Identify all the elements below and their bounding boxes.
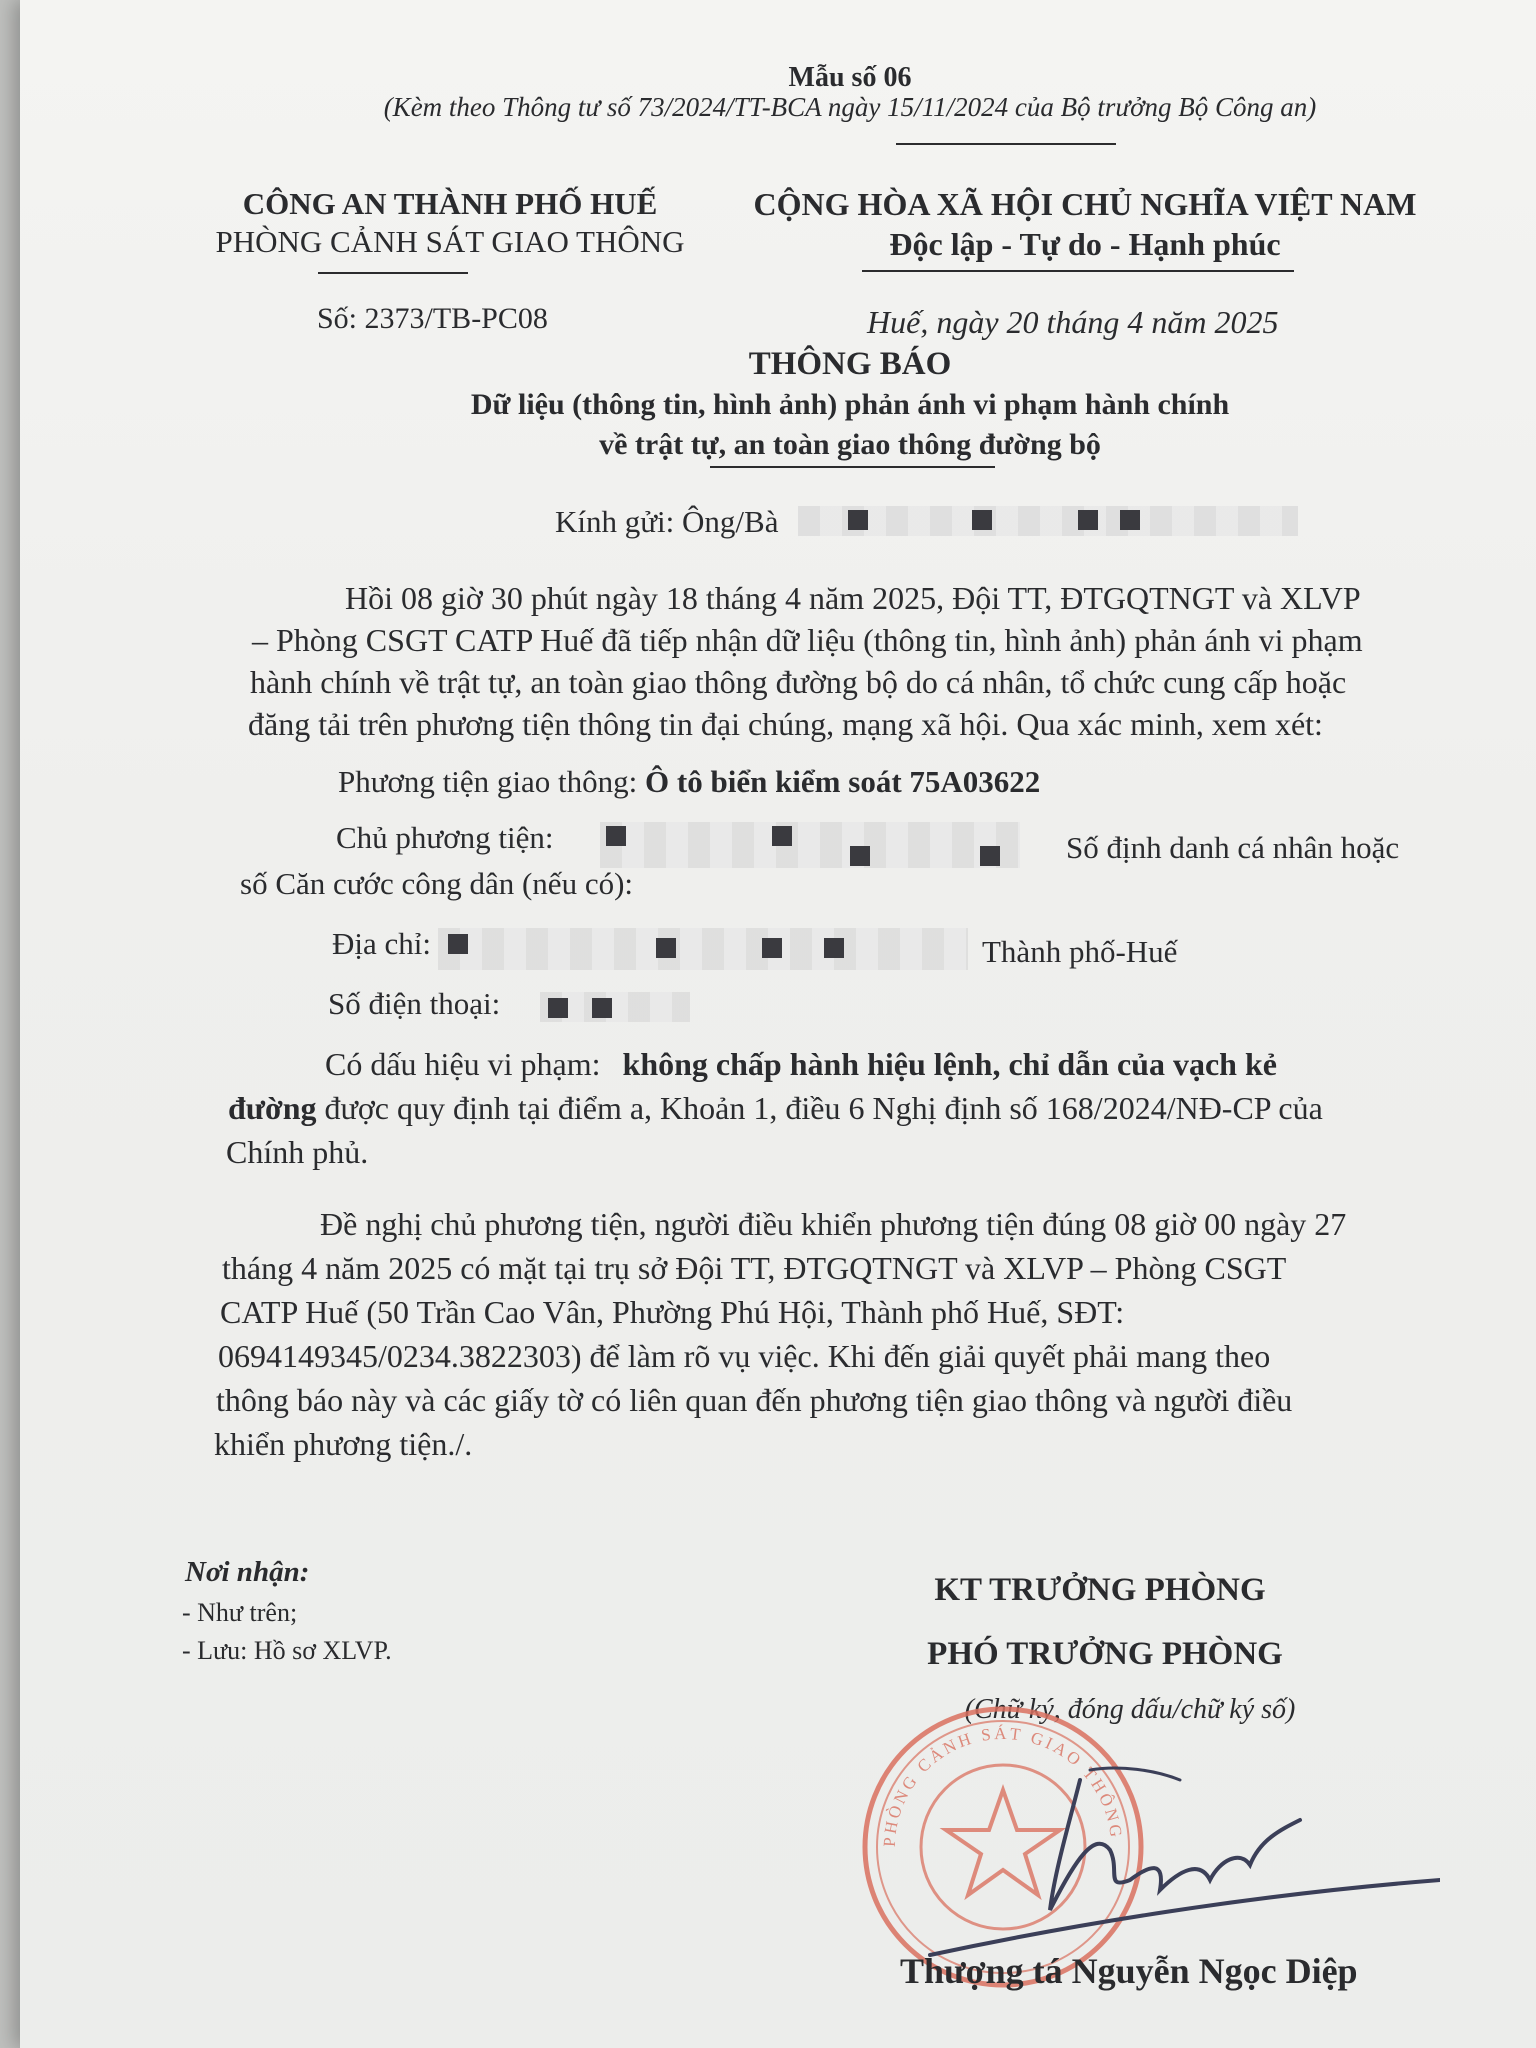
subtitle-line-2: về trật tự, an toàn giao thông đường bộ (599, 428, 1101, 461)
redaction-pixel (762, 938, 782, 958)
owner-id-label-2: số Căn cước công dân (nếu có): (240, 866, 634, 901)
violation-description-end: đường (228, 1090, 317, 1126)
recipients-title: Nơi nhận: (185, 1556, 310, 1588)
request-line-6: khiển phương tiện./. (214, 1426, 473, 1462)
redaction-pixel (850, 846, 870, 866)
nation-name: CỘNG HÒA XÃ HỘI CHỦ NGHĨA VIỆT NAM (753, 186, 1417, 222)
redaction-pixel (448, 934, 468, 954)
request-line-1: Đề nghị chủ phương tiện, người điều khiển phương tiện đúng 08 giờ 00 ngày 27 (320, 1206, 1347, 1242)
intro-line-3: hành chính về trật tự, an toàn giao thông đường bộ do cá nhân, tổ chức cung cấp hoặc (250, 664, 1347, 700)
owner-label: Chủ phương tiện: (336, 820, 554, 855)
violation-description: không chấp hành hiệu lệnh, chỉ dẫn của vạch kẻ (622, 1046, 1277, 1082)
redaction-pixel (1078, 510, 1098, 530)
redaction-pixel (656, 938, 676, 958)
redaction-pixel (772, 826, 792, 846)
request-line-4: 0694149345/0234.3822303) để làm rõ vụ việc. Khi đến giải quyết phải mang theo (218, 1338, 1271, 1374)
owner-id-label-1: Số định danh cá nhân hoặc (1066, 830, 1400, 865)
redaction-pixel (824, 938, 844, 958)
request-line-5: thông báo này và các giấy tờ có liên quan đến phương tiện giao thông và người điều (216, 1382, 1293, 1418)
request-line-3: CATP Huế (50 Trần Cao Vân, Phường Phú Hội, Thành phố Huế, SĐT: (220, 1294, 1125, 1330)
document-title: THÔNG BÁO (748, 346, 952, 382)
handwritten-signature (920, 1740, 1440, 1970)
redaction-pixel (606, 826, 626, 846)
signature-note: (Chữ ký, đóng dấu/chữ ký số) (964, 1694, 1296, 1725)
national-motto: Độc lập - Tự do - Hạnh phúc (889, 226, 1281, 262)
motto-underline (862, 270, 1294, 272)
redacted-recipient-name (798, 506, 1298, 536)
vehicle-row (338, 764, 1040, 800)
address-label: Địa chỉ: (332, 926, 431, 961)
violation-line-2 (228, 1090, 1323, 1127)
recipient-label: Kính gửi: Ông/Bà (555, 504, 779, 539)
org-unit: PHÒNG CẢNH SÁT GIAO THÔNG (215, 224, 685, 259)
violation-legal-basis: được quy định tại điểm a, Khoản 1, điều 6 Nghị định số 168/2024/NĐ-CP của (316, 1090, 1323, 1126)
recipient-item: - Như trên; (182, 1598, 298, 1627)
signature-title-1: KT TRƯỞNG PHÒNG (934, 1572, 1266, 1608)
redaction-pixel (1120, 510, 1140, 530)
document-number: Số: 2373/TB-PC08 (317, 302, 548, 335)
intro-line-1: Hồi 08 giờ 30 phút ngày 18 tháng 4 năm 2025, Đội TT, ĐTGQTNGT và XLVP (345, 580, 1361, 616)
redaction-pixel (848, 510, 868, 530)
request-line-2: tháng 4 năm 2025 có mặt tại trụ sở Đội TT, ĐTGQTNGT và XLVP – Phòng CSGT (222, 1250, 1287, 1286)
recipient-item: - Lưu: Hồ sơ XLVP. (182, 1636, 392, 1665)
intro-line-2: – Phòng CSGT CATP Huế đã tiếp nhận dữ liệu (thông tin, hình ảnh) phản ánh vi phạm (252, 622, 1363, 658)
subtitle-underline (710, 466, 995, 468)
vehicle-value: Ô tô biển kiểm soát 75A03622 (645, 764, 1041, 799)
org-underline (318, 272, 468, 274)
redacted-owner-name (600, 822, 1020, 868)
redaction-pixel (592, 998, 612, 1018)
vehicle-label: Phương tiện giao thông: (338, 764, 638, 799)
subtitle-line-1: Dữ liệu (thông tin, hình ảnh) phản ánh vi phạm hành chính (470, 388, 1230, 421)
form-number: Mẫu số 06 (788, 62, 912, 93)
redaction-pixel (548, 998, 568, 1018)
place-date: Huế, ngày 20 tháng 4 năm 2025 (867, 304, 1279, 340)
phone-label: Số điện thoại: (328, 986, 501, 1021)
intro-line-4: đăng tải trên phương tiện thông tin đại chúng, mạng xã hội. Qua xác minh, xem xét: (248, 706, 1323, 742)
violation-line-1 (325, 1046, 1277, 1083)
attached-regulation: (Kèm theo Thông tư số 73/2024/TT-BCA ngày 15/11/2024 của Bộ trưởng Bộ Công an) (383, 92, 1317, 122)
redaction-pixel (980, 846, 1000, 866)
document-page (20, 0, 1536, 2048)
address-city: Thành phố-Huế (982, 934, 1178, 969)
svg-text:PHÒNG CẢNH SÁT GIAO THÔNG: PHÒNG CẢNH SÁT GIAO THÔNG (879, 1723, 1126, 1848)
redacted-address (438, 928, 968, 970)
signature-title-2: PHÓ TRƯỞNG PHÒNG (927, 1636, 1283, 1672)
violation-line-3: Chính phủ. (226, 1134, 369, 1170)
org-parent: CÔNG AN THÀNH PHỐ HUẾ (242, 186, 658, 221)
signer-name: Thượng tá Nguyễn Ngọc Diệp (900, 1951, 1358, 1991)
header-divider (896, 143, 1116, 145)
violation-label: Có dấu hiệu vi phạm: (325, 1046, 601, 1082)
redaction-pixel (972, 510, 992, 530)
